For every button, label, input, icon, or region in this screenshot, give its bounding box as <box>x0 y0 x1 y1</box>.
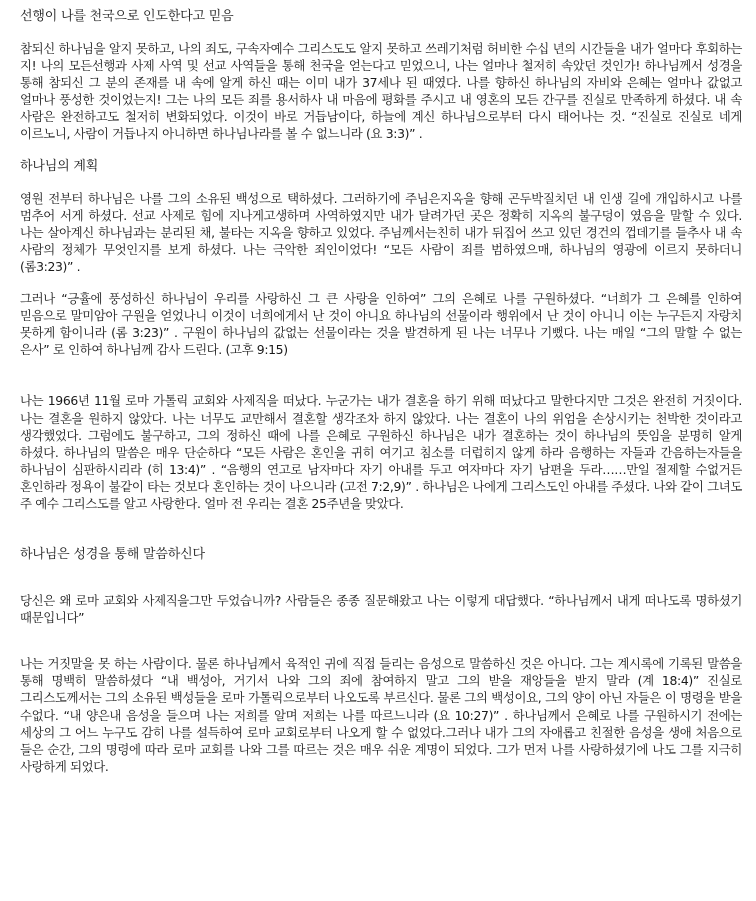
page-title: 선행이 나를 천국으로 인도한다고 믿음 <box>20 9 234 24</box>
paragraph-testimony: 참되신 하나님을 알지 못하고, 나의 죄도, 구속자예수 그리스도도 알지 못하고 쓰레기처럼 허비한 수십 년의 시간들을 내가 얼마다 후회하는 지! 나의 모든선행과 사제 사역 및 선교 사역들을 통해 천국을 얻는다고 믿었으니, 나는 얼마나 철저히 속았던 것인가! 하나님께서 성경을 통해 참되신 그 분의 존재를 내 속에 알게 하신 때는 이미 내가 37세나 된 때였다. 나를 향하신 하나님의 자비와 은혜는 얼마나 값없고 얼마나 풍성한 것이었는지! 그는 나의 모든 죄를 용서하사 내 마음에 평화를 주시고 내 영혼의 모든 간구를 진실로 만족하게 하셨다. 내 속 사람은 완전하고도 철저히 변화되었다. 이것이 바로 거듭남이다, 하늘에 계신 하나님으로부터 다시 태어나는 것. “진실로 진실로 네게 이르노니, 사람이 거듭나지 아니하면 하나님나라를 볼 수 없느니라 (요 3:3)” . <box>20 41 742 142</box>
spacer <box>20 641 742 655</box>
paragraph-marriage: 나는 1966년 11월 로마 가톨릭 교회와 사제직을 떠났다. 누군가는 내가 결혼을 하기 위해 떠났다고 말한다지만 그것은 완전히 거짓이다.나는 결혼을 원하지 않았다. 나는 너무도 교만해서 결혼할 생각조차 하지 않았다. 나는 결혼이 나의 위엄을 손상시키는 천박한 것이라고 생각했었다. 그럼에도 불구하고, 그의 정하신 때에 나를 은혜로 구원하신 하나님은 내가 결혼하는 것이 하나님의 뜻임을 분명히 알게 하셨다. 하나님의 말씀은 매우 단순하다 “모든 사람은 혼인을 귀히 여기고 침소를 더럽히지 않게 하라 음행하는 자들과 간음하는자들을 하나님이 심판하시리라 (히 13:4)” . “음행의 연고로 남자마다 자기 아내를 두고 여자마다 자기 남편을 두라……만일 절제할 수없거든 혼인하라 정욕이 불같이 타는 것보다 혼인하는 것이 나으니라 (고전 7:2,9)” . 하나님은 나에게 그리스도인 아내를 주셨다. 나와 같이 그녀도 주 예수 그리스도를 알고 사랑한다. 얼마 전 우리는 결혼 25주년을 맞았다. <box>20 393 742 511</box>
spacer <box>20 578 742 592</box>
spacer <box>20 373 742 392</box>
section-heading-plan: 하나님의 계획 <box>20 158 99 174</box>
spacer <box>20 527 742 546</box>
paragraph-grace: 그러나 “긍휼에 풍성하신 하나님이 우리를 사랑하신 그 큰 사랑을 인하여” 그의 은혜로 나를 구원하셨다. “너희가 그 은혜를 인하여 믿음으로 말미암아 구원을 얻었나니 이것이 너희에게서 난 것이 아니요 하나님의 선물이라 행위에서 난 것이 아니니 이는 누구든지 자랑치 못하게 함이니라 (롬 3:23)” . 구원이 하나님의 값없는 선물이라는 것을 발견하게 된 나는 너무나 기뻤다. 나는 매일 “그의 말할 수 없는 은사” 로 인하여 하나님께 감사 드린다. (고후 9:15) <box>20 291 742 358</box>
section-heading-speaks: 하나님은 성경을 통해 말씀하신다 <box>20 547 205 563</box>
paragraph-question: 당신은 왜 로마 교회와 사제직을그만 두었습니까? 사람들은 종종 질문해왔고 나는 이렇게 대답했다. “하나님께서 내게 떠나도록 명하셨기 때문입니다” <box>20 593 742 626</box>
paragraph-chosen: 영원 전부터 하나님은 나를 그의 소유된 백성으로 택하셨다. 그러하기에 주님은지옥을 향해 곤두박질치던 내 인생 길에 개입하시고 나를 멈추어 서게 하셨다. 선교 사제로 힘에 지나게고생하며 사역하였지만 내가 달려가던 곳은 정확히 지옥의 불구덩이 였음을 말할 수 있다. 나는 살아계신 하나님과는 분리된 채, 불타는 지옥을 향하고 있었다. 주님께서는친히 내가 뒤집어 쓰고 있던 경건의 껍데기를 들추사 내 속 사람의 정체가 무엇인지를 보게 하셨다. 나는 극악한 죄인이었다! “모든 사람이 죄를 범하였으매, 하나님의 영광에 이르지 못하더니 (롬3:23)” . <box>20 190 742 274</box>
paragraph-command: 나는 거짓말을 못 하는 사람이다. 물론 하나님께서 육적인 귀에 직접 들리는 음성으로 말씀하신 것은 아니다. 그는 계시록에 기록된 말씀을 통해 명백히 말씀하셨다 “내 백성아, 거기서 나와 그의 죄에 참여하지 말고 그의 받을 재앙들을 받지 말라 (계 18:4)” 진실로 그리스도께서는 그의 소유된 백성들을 로마 가톨릭으로부터 나오도록 부르신다. 물론 그의 백성이요, 그의 양이 아닌 자들은 이 명령을 받을 수없다. “내 양은내 음성을 들으며 나는 저희를 알며 저희는 나를 따르느니라 (요 10:27)” . 하나님께서 은혜로 나를 구원하시기 전에는 세상의 그 어느 누구도 감히 나를 설득하여 로마 교회로부터 나오게 할 수 없었다.그러나 내가 그의 자애롭고 친절한 음성을 생애 처음으로 들은 순간, 그의 명령에 따라 로마 교회를 나와 그를 따르는 것은 매우 쉬운 계명이 되었다. 그가 먼저 나를 사랑하셨기에 나도 그를 지극히 사랑하게 되었다. <box>20 656 742 774</box>
